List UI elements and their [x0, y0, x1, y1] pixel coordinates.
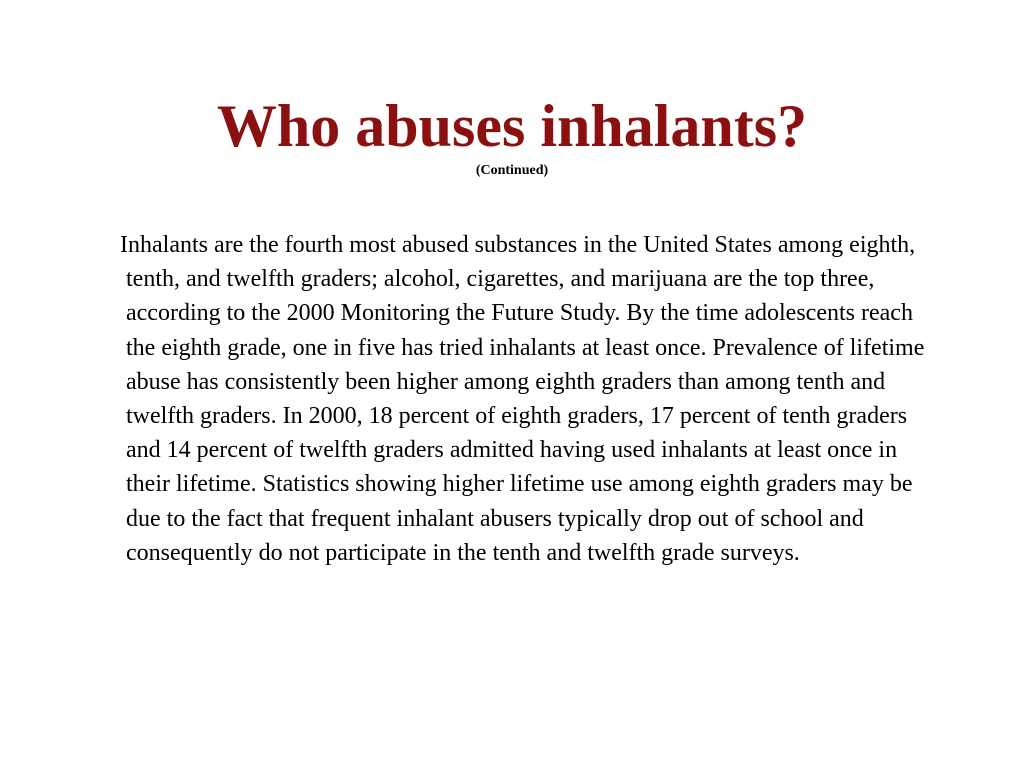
slide-title: Who abuses inhalants?: [216, 93, 808, 159]
slide-body-text: Inhalants are the fourth most abused substances in the United States among eighth, tenth, and twelfth graders; alcohol, cigarettes, and marijuana are the top three, according to the 2000 Monitoring the Future Study. By the time adolescents reach the eighth grade, one in five has tried inhalants at least once. Prevalence of lifetime abuse has consistently been higher among eighth graders than among tenth and twelfth graders. In 2000, 18 percent of eighth graders, 17 percent of tenth graders and 14 percent of twelfth graders admitted having used inhalants at least once in their lifetime. Statistics showing higher lifetime use among eighth graders may be due to the fact that frequent inhalant abusers typically drop out of school and consequently do not participate in the tenth and twelfth grade surveys.: [120, 232, 925, 566]
slide-subtitle: (Continued): [475, 163, 549, 178]
